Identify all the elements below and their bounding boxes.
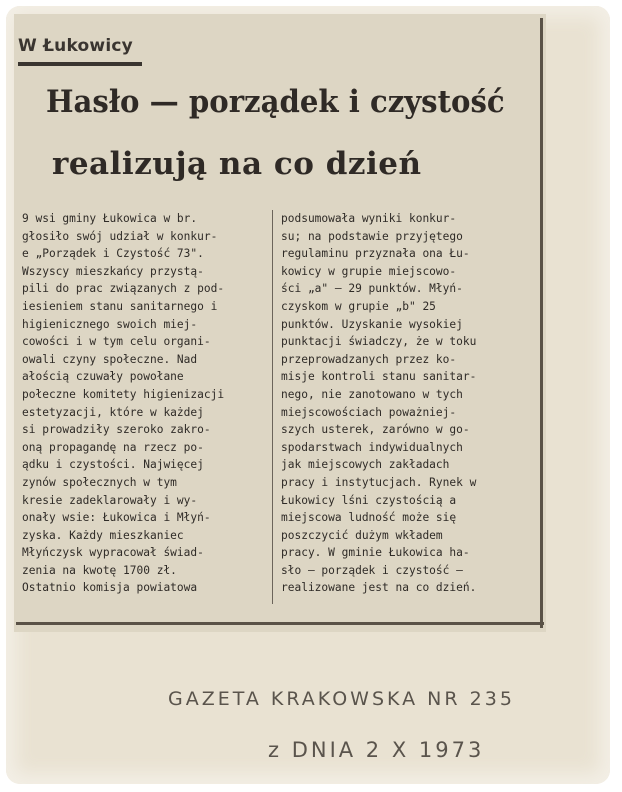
headline-line-2: realizują na co dzień bbox=[52, 146, 422, 182]
text-line: oną propagandę na rzecz po- bbox=[22, 440, 204, 454]
text-line: kresie zadeklarowały i wy- bbox=[22, 493, 198, 507]
text-line: jak miejscowych zakładach bbox=[281, 458, 450, 472]
article-column-right bbox=[281, 210, 539, 597]
text-line: 9 wsi gminy Łukowica w br. bbox=[22, 212, 198, 225]
text-line: onały wsie: Łukowica i Młyń- bbox=[22, 511, 211, 525]
text-line: ądku i czystości. Najwięcej bbox=[22, 458, 204, 472]
text-line: spodarstwach indywidualnych bbox=[281, 440, 463, 454]
text-line: cowości i w tym celu organi- bbox=[22, 335, 211, 349]
text-line: połeczne komitety higienizacji bbox=[22, 387, 225, 401]
text-line: zenia na kwotę 1700 zł. bbox=[22, 563, 177, 577]
clipping-edge-right bbox=[540, 18, 543, 628]
text-line: realizowane jest na co dzień. bbox=[281, 581, 477, 595]
article-column-left bbox=[22, 210, 268, 597]
text-line: przeprowadzanych przez ko- bbox=[281, 352, 457, 366]
text-line: si prowadziły szeroko zakro- bbox=[22, 423, 211, 437]
text-line: misje kontroli stanu sanitar- bbox=[281, 370, 477, 384]
text-line: iesieniem stanu sanitarnego i bbox=[22, 299, 218, 313]
text-line: punktacji świadczy, że w toku bbox=[281, 335, 477, 349]
headline-line-1: Hasło — porządek i czystość bbox=[46, 84, 505, 120]
text-line: sło — porządek i czystość — bbox=[281, 563, 463, 577]
text-line: e „Porządek i Czystość 73". bbox=[22, 247, 204, 261]
text-line: podsumowała wyniki konkur- bbox=[281, 212, 457, 225]
text-line: Łukowicy lśni czystością a bbox=[281, 493, 457, 507]
text-line: owali czyny społeczne. Nad bbox=[22, 352, 198, 366]
text-line: miejscowościach poważniej- bbox=[281, 405, 457, 419]
text-line: zynów społecznych w tym bbox=[22, 475, 177, 489]
handwritten-source-note: GAZETA KRAKOWSKA NR 235 bbox=[168, 688, 515, 710]
text-line: kowicy w grupie miejscowo- bbox=[281, 264, 457, 278]
clipping-edge-bottom bbox=[16, 622, 544, 625]
column-divider bbox=[272, 210, 273, 604]
text-line: ałością czuwały powołane bbox=[22, 370, 184, 384]
text-line: su; na podstawie przyjętego bbox=[281, 229, 463, 243]
handwritten-date-note: z DNIA 2 X 1973 bbox=[268, 738, 485, 762]
text-line: pili do prac związanych z pod- bbox=[22, 282, 225, 296]
text-line: Ostatnio komisja powiatowa bbox=[22, 581, 198, 595]
text-line: głosiło swój udział w konkur- bbox=[22, 229, 218, 243]
section-tag: W Łukowicy bbox=[18, 32, 142, 66]
text-line: czyskom w grupie „b" 25 bbox=[281, 299, 436, 313]
text-line: poszczycić dużym wkładem bbox=[281, 528, 443, 542]
text-line: szych usterek, zarówno w go- bbox=[281, 423, 470, 437]
text-line: punktów. Uzyskanie wysokiej bbox=[281, 317, 463, 331]
text-line: Wszyscy mieszkańcy przystą- bbox=[22, 264, 204, 278]
text-line: zyska. Każdy mieszkaniec bbox=[22, 528, 184, 542]
text-line: pracy. W gminie Łukowica ha- bbox=[281, 546, 470, 560]
text-line: ści „a" — 29 punktów. Młyń- bbox=[281, 282, 463, 296]
text-line: nego, nie zanotowano w tych bbox=[281, 387, 463, 401]
text-line: estetyzacji, które w każdej bbox=[22, 405, 204, 419]
text-line: miejscowa ludność może się bbox=[281, 511, 457, 525]
text-line: Młyńczysk wypracował świad- bbox=[22, 546, 204, 560]
text-line: regulaminu przyznała ona Łu- bbox=[281, 247, 470, 261]
text-line: pracy i instytucjach. Rynek w bbox=[281, 475, 477, 489]
text-line: higienicznego swoich miej- bbox=[22, 317, 198, 331]
